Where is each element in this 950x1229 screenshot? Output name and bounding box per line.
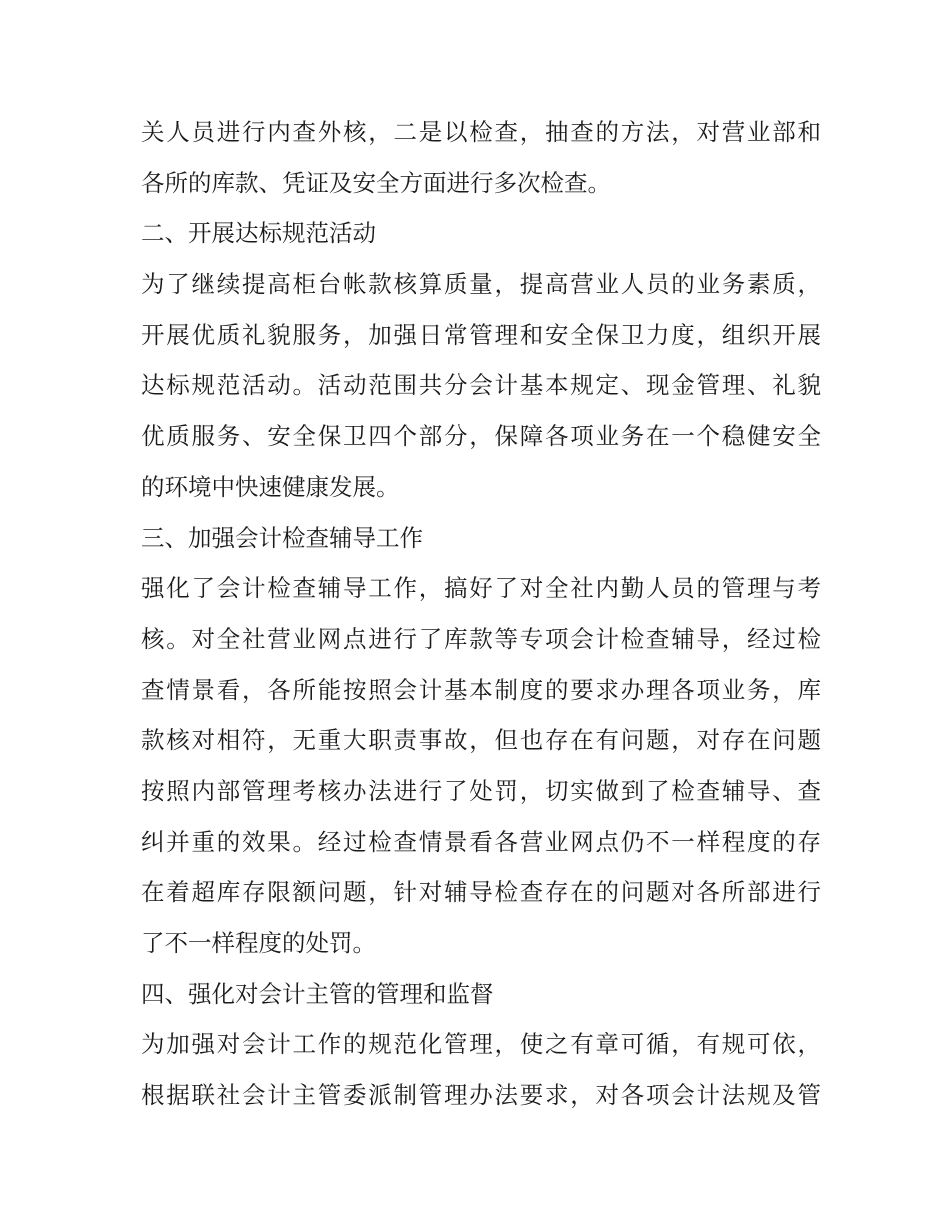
text-line: 查情景看，各所能按照会计基本制度的要求办理各项业务，库 bbox=[141, 675, 821, 704]
body-text bbox=[141, 107, 821, 1121]
section-heading: 二、开展达标规范活动 bbox=[141, 219, 376, 248]
text-line: 开展优质礼貌服务，加强日常管理和安全保卫力度，组织开展 bbox=[141, 320, 821, 349]
text-line: 关人员进行内查外核，二是以检查，抽查的方法，对营业部和 bbox=[141, 118, 821, 146]
text-line: 根据联社会计主管委派制管理办法要求，对各项会计法规及管 bbox=[141, 1081, 821, 1110]
section-heading: 四、强化对会计主管的管理和监督 bbox=[141, 979, 494, 1008]
text-line: 各所的库款、凭证及安全方面进行多次检查。 bbox=[141, 168, 611, 197]
text-line: 的环境中快速健康发展。 bbox=[141, 472, 400, 501]
text-line: 按照内部管理考核办法进行了处罚，切实做到了检查辅导、查 bbox=[141, 776, 821, 805]
text-line: 了不一样程度的处罚。 bbox=[141, 929, 376, 957]
section-heading: 三、加强会计检查辅导工作 bbox=[141, 523, 423, 552]
text-line: 款核对相符，无重大职责事故，但也存在有问题，对存在问题 bbox=[141, 726, 821, 755]
text-line: 纠并重的效果。经过检查情景看各营业网点仍不一样程度的存 bbox=[141, 827, 821, 856]
text-line: 为加强对会计工作的规范化管理，使之有章可循，有规可依， bbox=[141, 1030, 821, 1059]
text-line: 达标规范活动。活动范围共分会计基本规定、现金管理、礼貌 bbox=[141, 371, 821, 400]
text-line: 核。对全社营业网点进行了库款等专项会计检查辅导，经过检 bbox=[141, 624, 821, 653]
text-line: 为了继续提高柜台帐款核算质量，提高营业人员的业务素质， bbox=[141, 270, 821, 299]
text-line: 优质服务、安全保卫四个部分，保障各项业务在一个稳健安全 bbox=[141, 422, 821, 451]
text-line: 强化了会计检查辅导工作，搞好了对全社内勤人员的管理与考 bbox=[141, 574, 821, 603]
text-line: 在着超库存限额问题，针对辅导检查存在的问题对各所部进行 bbox=[141, 878, 821, 907]
